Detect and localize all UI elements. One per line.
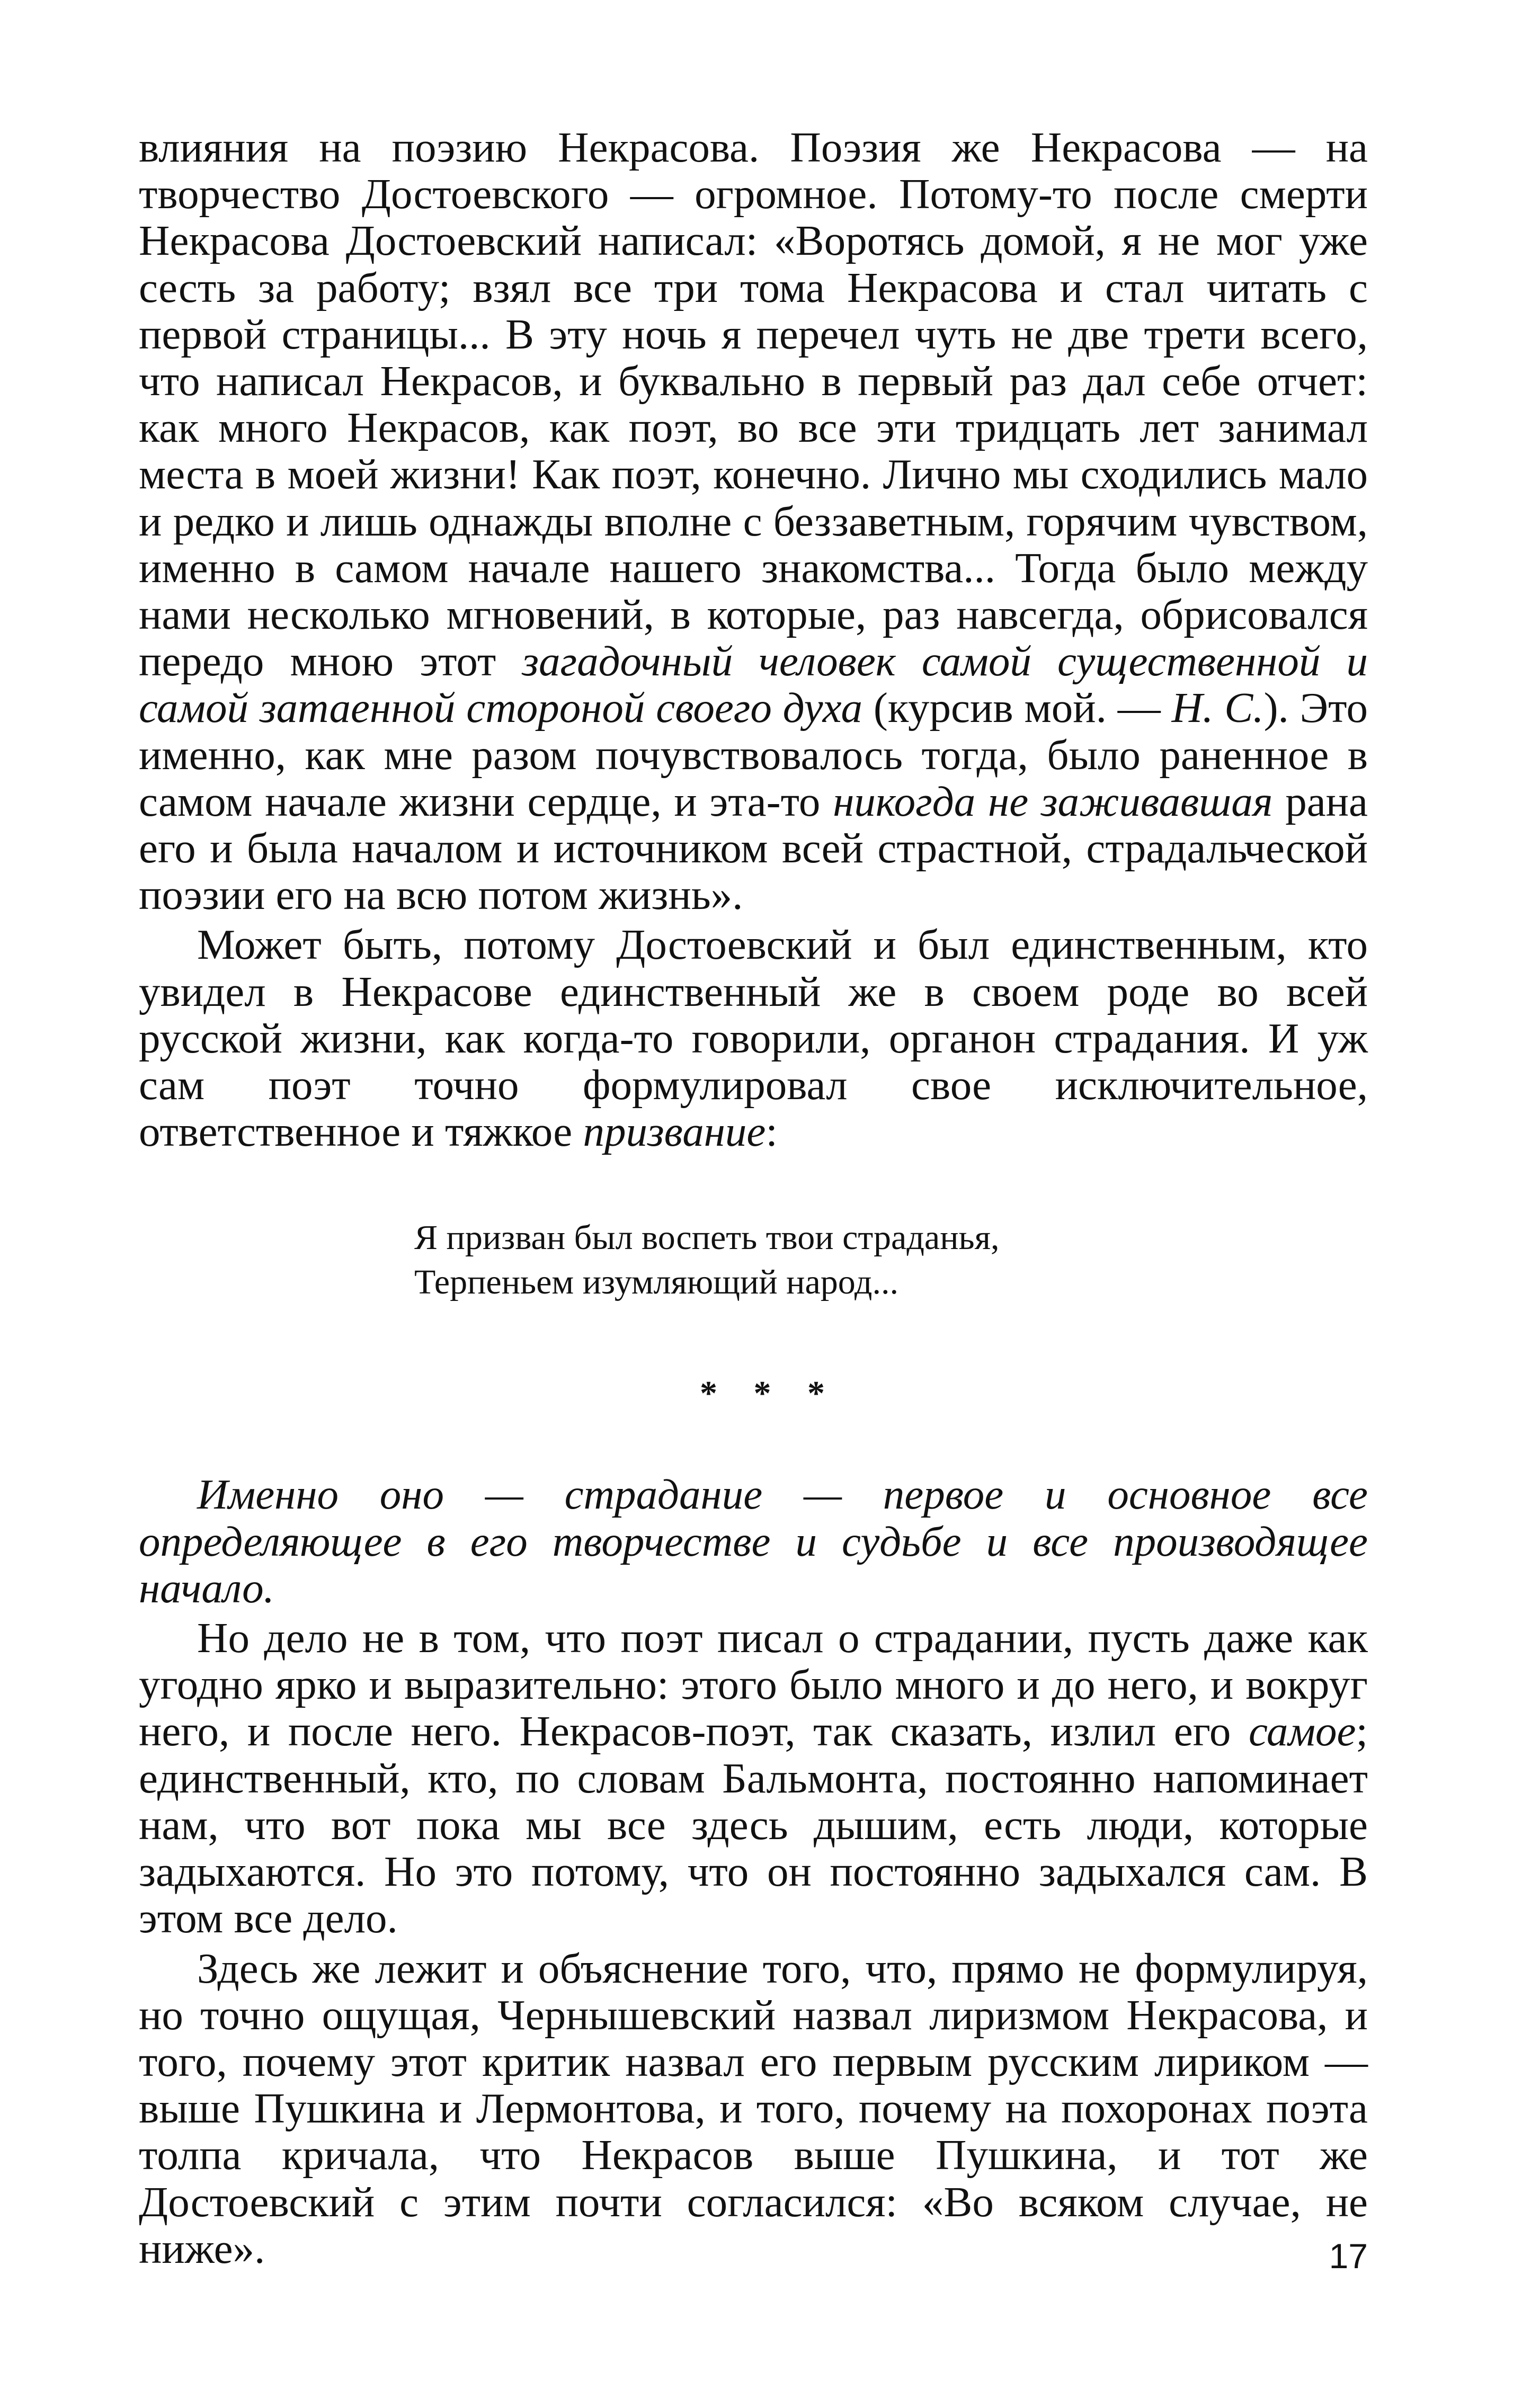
verse-line: Терпеньем изумляющий народ... <box>414 1263 898 1302</box>
paragraph-1-text-4: рана его и была началом и источником всей страстной, страдальческой поэзии его на всю потом жизнь». <box>139 777 1368 919</box>
paragraph-2 <box>139 921 1368 1155</box>
paragraph-3-italic-lead: Именно оно — страдание — первое и основное все определяющее в его творчестве и судьбе и все производящее начало. <box>139 1470 1368 1612</box>
paragraph-4 <box>139 1615 1368 1941</box>
paragraph-2-text-1: Может быть, потому Достоевский и был единственным, кто увидел в Некрасове единственный же в своем роде во всей русской жизни, как когда-то говорили, органон страдания. И уж сам поэт точно формулировал свое исключительное, ответственное и тяжкое <box>139 921 1368 1156</box>
paragraph-2-text-2: : <box>766 1108 778 1156</box>
paragraph-5: Здесь же лежит и объяснение того, что, прямо не формулируя, но точно ощущая, Чернышевский назвал лиризмом Некрасова, и того, почему этот критик назвал его первым русским лириком — выше Пушкина и Лермонтова, и того, почему на похоронах поэта толпа кричала, что Некрасов выше Пушкина, и тот же Достоевский с этим почти согласился: «Во всяком случае, не ниже». <box>139 1944 1368 2272</box>
paragraph-1-text-2: (курсив мой. — <box>862 684 1172 732</box>
paragraph-1 <box>139 124 1368 918</box>
paragraph-4-text-1: Но дело не в том, что поэт писал о страдании, пусть даже как угодно ярко и выразительно: этого было много и до него, и вокруг него, и после него. Некрасов-поэт, так сказать, излил его <box>139 1614 1368 1755</box>
page-number: 17 <box>1329 2236 1368 2276</box>
page-body <box>139 123 1368 2276</box>
verse-line: Я призван был воспеть твои страданья, <box>414 1218 1000 1257</box>
paragraph-1-italic-1: загадочный человек самой существенной и самой затаенной стороной своего духа <box>139 637 1368 732</box>
paragraph-4-italic-1: самое <box>1248 1707 1356 1755</box>
paragraph-1-italic-3: никогда не заживавшая <box>833 777 1273 825</box>
paragraph-1-text-1: влияния на поэзию Некрасова. Поэзия же Некрасова — на творчество Достоевского — огромное. Потому-то после смерти Некрасова Достоевский написал: «Воротясь домой, я не мог уже сесть за работу; взял все три тома Некрасова и стал читать с первой страницы... В эту ночь я перечел чуть не две трети всего, что написал Некрасов, и буквально в первый раз дал себе отчет: как много Некрасов, как поэт, во все эти тридцать лет занимал места в моей жизни! Как поэт, конечно. Лично мы сходились мало и редко и лишь однажды вполне с беззаветным, горячим чувством, именно в самом начале нашего знакомства... Тогда было между нами несколько мгновений, в которые, раз навсегда, обрисовался передо мною этот <box>139 123 1368 685</box>
section-separator: * * * <box>700 1374 839 1413</box>
paragraph-1-text-3: ). Это именно, как мне разом почувствовалось тогда, было раненное в самом начале жизни сердце, и эта-то <box>139 684 1368 825</box>
paragraph-4-text-2: ; единственный, кто, по словам Бальмонта, постоянно напоминает нам, что вот пока мы все здесь дышим, есть люди, которые задыхаются. Но это потому, что он постоянно задыхался сам. В этом все дело. <box>139 1707 1368 1942</box>
paragraph-2-italic-1: призвание <box>583 1108 766 1156</box>
paragraph-1-italic-2: Н. С. <box>1171 684 1264 732</box>
verse-quote <box>414 1216 1368 1305</box>
